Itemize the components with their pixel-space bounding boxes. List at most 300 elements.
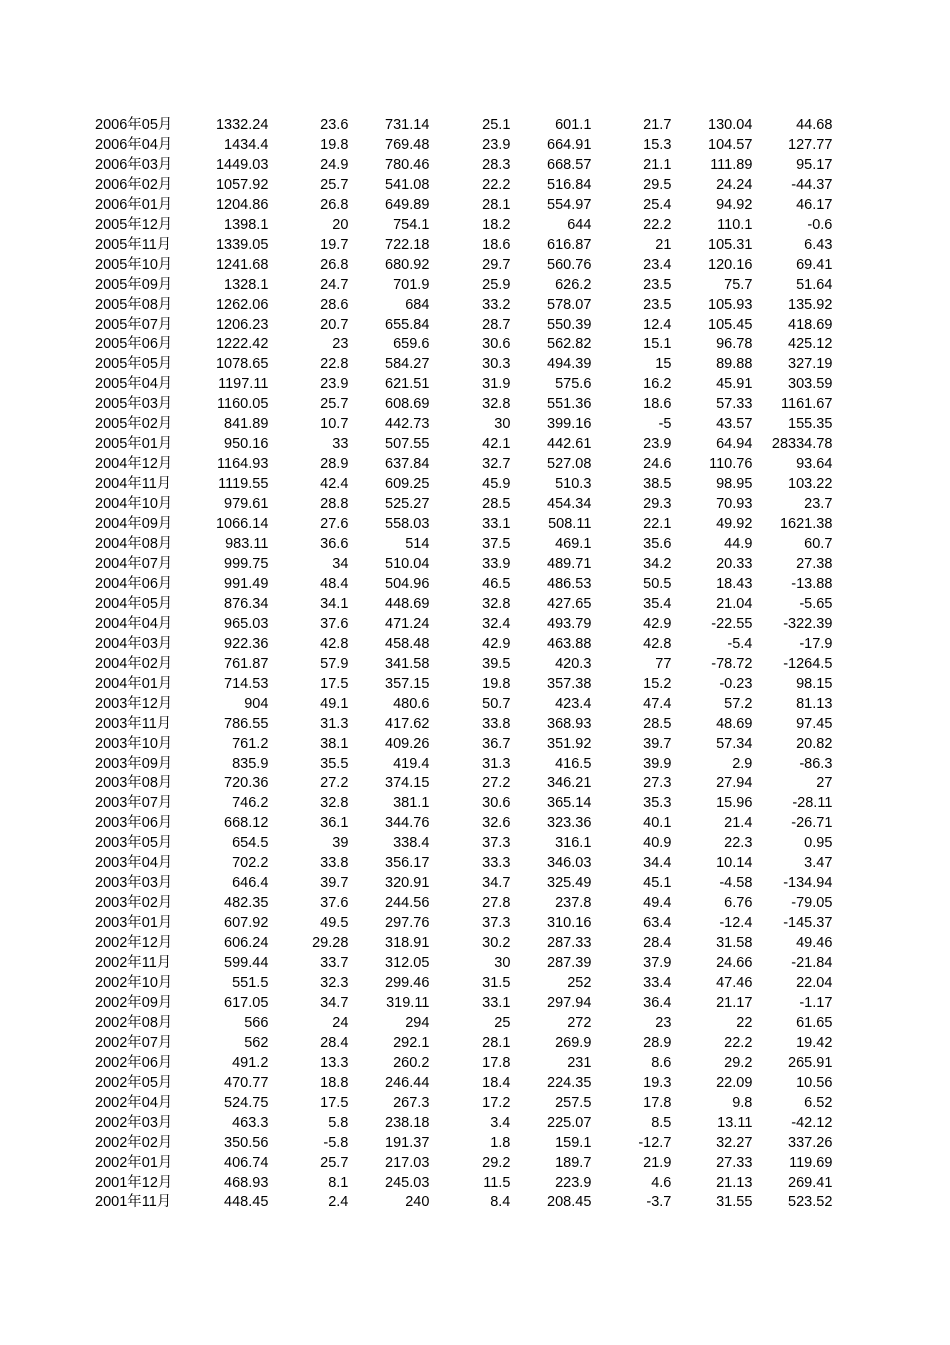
- month-cell: 2003年08月: [95, 775, 173, 792]
- col3-value: 344.76: [385, 815, 430, 832]
- col2-value: 57.9: [320, 655, 349, 672]
- col1-value: 1164.93: [217, 456, 269, 473]
- col6-value: 27.3: [643, 775, 672, 792]
- month-cell: 2004年03月: [95, 635, 173, 652]
- col4-value: 1.8: [490, 1134, 511, 1151]
- col4-value: 50.7: [482, 695, 511, 712]
- col5-value: 508.11: [548, 516, 592, 533]
- col2-value: 34.7: [320, 994, 349, 1011]
- col4-value: 46.5: [482, 575, 511, 592]
- col6-value: 77: [655, 655, 672, 672]
- col5-value: 494.39: [547, 356, 592, 373]
- col1-value: 562: [244, 1034, 269, 1051]
- col3-value: 514: [405, 536, 430, 553]
- month-cell: 2002年10月: [95, 974, 173, 991]
- col1-value: 965.03: [224, 615, 269, 632]
- col7-value: 22.09: [716, 1074, 753, 1091]
- col3-value: 312.05: [385, 955, 430, 972]
- col7-value: 22.2: [724, 1034, 753, 1051]
- col1-value: 482.35: [224, 895, 269, 912]
- table-row: [95, 555, 832, 575]
- col2-value: 49.1: [320, 695, 349, 712]
- col6-value: 39.9: [643, 755, 672, 772]
- col1-value: 1398.1: [224, 216, 269, 233]
- col7-value: 111.89: [710, 156, 753, 173]
- col4-value: 28.1: [482, 1034, 511, 1051]
- col7-value: 15.96: [716, 795, 753, 812]
- col3-value: 409.26: [385, 735, 430, 752]
- col3-value: 245.03: [385, 1174, 430, 1191]
- col2-value: 33.7: [320, 955, 349, 972]
- col7-value: 45.91: [716, 376, 753, 393]
- col3-value: 754.1: [393, 216, 430, 233]
- col6-value: 19.3: [643, 1074, 672, 1091]
- col5-value: 287.33: [547, 935, 592, 952]
- month-cell: 2004年11月: [95, 476, 172, 493]
- col2-value: 28.9: [320, 456, 349, 473]
- col3-value: 217.03: [385, 1154, 430, 1171]
- col3-value: 525.27: [385, 496, 430, 513]
- col8-value: 1621.38: [779, 516, 833, 533]
- col8-value: -1264.5: [783, 655, 833, 672]
- col1-value: 524.75: [224, 1094, 269, 1111]
- table-body: [95, 116, 832, 1213]
- col4-value: 18.2: [482, 216, 511, 233]
- col8-value: -86.3: [799, 755, 833, 772]
- col7-value: -0.23: [719, 675, 753, 692]
- col4-value: 32.4: [482, 615, 511, 632]
- col6-value: 36.4: [643, 994, 672, 1011]
- col4-value: 37.3: [482, 915, 511, 932]
- col3-value: 341.58: [385, 655, 430, 672]
- col4-value: 30: [494, 955, 511, 972]
- col3-value: 659.6: [393, 336, 430, 353]
- col6-value: 23: [655, 1014, 672, 1031]
- month-cell: 2003年10月: [95, 735, 173, 752]
- col3-value: 608.69: [385, 396, 430, 413]
- col7-value: 105.93: [708, 296, 753, 313]
- month-cell: 2004年05月: [95, 595, 173, 612]
- col2-value: 35.5: [320, 755, 349, 772]
- col1-value: 599.44: [224, 955, 269, 972]
- col3-value: 417.62: [385, 715, 430, 732]
- col7-value: 57.2: [724, 695, 753, 712]
- col8-value: -5.65: [799, 595, 833, 612]
- col4-value: 37.3: [482, 835, 511, 852]
- month-cell: 2005年05月: [95, 356, 173, 373]
- col8-value: 3.47: [804, 855, 833, 872]
- col7-value: 31.58: [716, 935, 753, 952]
- col1-value: 904: [244, 695, 269, 712]
- col1-value: 1222.42: [215, 336, 269, 353]
- col6-value: 21.1: [643, 156, 672, 173]
- table-row: [95, 1193, 832, 1213]
- month-cell: 2005年02月: [95, 416, 173, 433]
- col5-value: 287.39: [547, 955, 592, 972]
- col6-value: 35.4: [643, 595, 672, 612]
- col6-value: 28.5: [643, 715, 672, 732]
- col6-value: 42.9: [643, 615, 672, 632]
- col1-value: 1066.14: [215, 516, 269, 533]
- col4-value: 34.7: [482, 875, 511, 892]
- month-cell: 2001年12月: [95, 1174, 173, 1191]
- col5-value: 272: [567, 1014, 592, 1031]
- col1-value: 1160.05: [217, 396, 269, 413]
- table-row: [95, 495, 832, 515]
- col2-value: 8.1: [328, 1174, 349, 1191]
- col6-value: -12.7: [638, 1134, 672, 1151]
- col8-value: 103.22: [788, 476, 833, 493]
- col5-value: 489.71: [547, 555, 592, 572]
- col5-value: 399.16: [547, 416, 592, 433]
- col2-value: 20: [332, 216, 349, 233]
- col4-value: 27.8: [482, 895, 511, 912]
- col8-value: -0.6: [807, 216, 833, 233]
- table-row: [95, 1054, 832, 1074]
- col6-value: 8.5: [651, 1114, 672, 1131]
- col3-value: 338.4: [393, 835, 430, 852]
- col6-value: 38.5: [643, 476, 672, 493]
- col3-value: 191.37: [385, 1134, 430, 1151]
- col2-value: 17.5: [320, 675, 349, 692]
- col7-value: 44.9: [724, 536, 753, 553]
- col6-value: 12.4: [643, 316, 672, 333]
- col4-value: 28.7: [482, 316, 511, 333]
- month-cell: 2002年04月: [95, 1094, 173, 1111]
- col2-value: 39.7: [320, 875, 349, 892]
- col1-value: 566: [244, 1014, 269, 1031]
- col4-value: 32.6: [482, 815, 511, 832]
- col2-value: 24.9: [320, 156, 349, 173]
- table-row: [95, 415, 832, 435]
- table-row: [95, 256, 832, 276]
- col2-value: 28.6: [320, 296, 349, 313]
- col2-value: 37.6: [320, 615, 349, 632]
- col4-value: 33.2: [482, 296, 511, 313]
- col7-value: 31.55: [716, 1194, 753, 1211]
- col4-value: 33.1: [482, 516, 511, 533]
- col2-value: 29.28: [312, 935, 349, 952]
- col7-value: 2.9: [732, 755, 753, 772]
- col1-value: 617.05: [224, 994, 269, 1011]
- col7-value: 27.33: [716, 1154, 753, 1171]
- col4-value: 25.9: [482, 276, 511, 293]
- col8-value: 269.41: [788, 1174, 833, 1191]
- col3-value: 240: [405, 1194, 430, 1211]
- col2-value: 26.8: [320, 256, 349, 273]
- col5-value: 516.84: [547, 176, 592, 193]
- col1-value: 720.36: [224, 775, 269, 792]
- col7-value: 130.04: [708, 117, 753, 133]
- table-row: [95, 455, 832, 475]
- col2-value: 22.8: [320, 356, 349, 373]
- col5-value: 423.4: [555, 695, 592, 712]
- col3-value: 655.84: [385, 316, 430, 333]
- col1-value: 950.16: [224, 436, 269, 453]
- col4-value: 33.8: [482, 715, 511, 732]
- table-row: [95, 954, 832, 974]
- table-row: [95, 276, 832, 296]
- col8-value: -44.37: [791, 176, 833, 193]
- col2-value: 33.8: [320, 855, 349, 872]
- col2-value: 39: [332, 835, 349, 852]
- col8-value: 155.35: [788, 416, 833, 433]
- col7-value: 110.76: [709, 456, 753, 473]
- month-cell: 2005年11月: [95, 236, 172, 253]
- col6-value: 15.3: [643, 136, 672, 153]
- table-row: [95, 375, 832, 395]
- col4-value: 8.4: [490, 1194, 511, 1211]
- table-row: [95, 475, 832, 495]
- table-row: [95, 894, 832, 914]
- col4-value: 19.8: [482, 675, 511, 692]
- col6-value: 40.9: [643, 835, 672, 852]
- col5-value: 550.39: [547, 316, 592, 333]
- col8-value: 51.64: [796, 276, 833, 293]
- col8-value: -21.84: [791, 955, 833, 972]
- col3-value: 292.1: [393, 1034, 430, 1051]
- table-row: [95, 216, 832, 236]
- col8-value: 98.15: [796, 675, 833, 692]
- col4-value: 32.8: [482, 595, 511, 612]
- col4-value: 29.7: [482, 256, 511, 273]
- col5-value: 416.5: [555, 755, 592, 772]
- col5-value: 664.91: [547, 136, 592, 153]
- col5-value: 486.53: [547, 575, 592, 592]
- table-row: [95, 974, 832, 994]
- col7-value: 10.14: [716, 855, 753, 872]
- month-cell: 2003年06月: [95, 815, 173, 832]
- col3-value: 319.11: [386, 994, 430, 1011]
- col2-value: 49.5: [320, 915, 349, 932]
- table-row: [95, 575, 832, 595]
- col4-value: 31.3: [482, 755, 511, 772]
- month-cell: 2003年09月: [95, 755, 173, 772]
- col8-value: 337.26: [788, 1134, 833, 1151]
- month-cell: 2004年12月: [95, 456, 173, 473]
- col7-value: 24.66: [716, 955, 753, 972]
- table-row: [95, 355, 832, 375]
- col2-value: 26.8: [320, 196, 349, 213]
- month-cell: 2005年09月: [95, 276, 173, 293]
- col4-value: 27.2: [482, 775, 511, 792]
- col8-value: 418.69: [788, 316, 833, 333]
- col6-value: 15: [655, 356, 672, 373]
- col3-value: 294: [405, 1014, 430, 1031]
- col6-value: 18.6: [643, 396, 672, 413]
- table-row: [95, 1014, 832, 1034]
- col4-value: 30.2: [482, 935, 511, 952]
- col8-value: -26.71: [791, 815, 833, 832]
- col5-value: 323.36: [547, 815, 592, 832]
- col6-value: 23.4: [643, 256, 672, 273]
- col5-value: 159.1: [555, 1134, 592, 1151]
- col3-value: 419.4: [393, 755, 430, 772]
- col5-value: 560.76: [547, 256, 592, 273]
- month-cell: 2003年01月: [95, 915, 173, 932]
- month-cell: 2005年12月: [95, 216, 173, 233]
- col5-value: 442.61: [547, 436, 592, 453]
- col2-value: 23.9: [320, 376, 349, 393]
- col6-value: 4.6: [651, 1174, 672, 1191]
- col3-value: 480.6: [393, 695, 430, 712]
- col7-value: 110.1: [717, 216, 753, 233]
- col8-value: 1161.67: [781, 396, 833, 413]
- col6-value: 47.4: [643, 695, 672, 712]
- table-row: [95, 156, 832, 176]
- col7-value: 24.24: [716, 176, 753, 193]
- table-row: [95, 655, 832, 675]
- col1-value: 606.24: [224, 935, 269, 952]
- col6-value: 29.5: [643, 176, 672, 193]
- col5-value: 527.08: [547, 456, 592, 473]
- col7-value: 21.04: [716, 595, 753, 612]
- col1-value: 841.89: [224, 416, 269, 433]
- table-row: [95, 854, 832, 874]
- col8-value: 27.38: [796, 555, 833, 572]
- col1-value: 448.45: [224, 1194, 269, 1211]
- col1-value: 999.75: [224, 555, 269, 572]
- col1-value: 991.49: [224, 575, 269, 592]
- table-row: [95, 1034, 832, 1054]
- col3-value: 318.91: [385, 935, 430, 952]
- col7-value: 27.94: [716, 775, 753, 792]
- col1-value: 746.2: [232, 795, 269, 812]
- col1-value: 1078.65: [215, 356, 269, 373]
- col6-value: 8.6: [651, 1054, 672, 1071]
- col1-value: 1449.03: [215, 156, 269, 173]
- col6-value: 28.4: [643, 935, 672, 952]
- col5-value: 365.14: [547, 795, 592, 812]
- col6-value: 15.2: [643, 675, 672, 692]
- col7-value: 13.11: [717, 1114, 753, 1131]
- col4-value: 42.9: [482, 635, 511, 652]
- col7-value: 18.43: [716, 575, 753, 592]
- col6-value: 22.2: [643, 216, 672, 233]
- month-cell: 2006年02月: [95, 176, 173, 193]
- col6-value: 22.1: [643, 516, 672, 533]
- col8-value: -134.94: [783, 875, 833, 892]
- col4-value: 36.7: [482, 735, 511, 752]
- col5-value: 454.34: [547, 496, 592, 513]
- col1-value: 761.87: [224, 655, 269, 672]
- table-row: [95, 236, 832, 256]
- col8-value: 10.56: [796, 1074, 833, 1091]
- table-row: [95, 435, 832, 455]
- table-row: [95, 715, 832, 735]
- table-row: [95, 1114, 832, 1134]
- col5-value: 189.7: [555, 1154, 592, 1171]
- col8-value: -1.17: [799, 994, 833, 1011]
- col7-value: 105.31: [708, 236, 753, 253]
- col8-value: 60.7: [804, 536, 833, 553]
- col1-value: 1328.1: [224, 276, 269, 293]
- col5-value: 554.97: [547, 196, 592, 213]
- col6-value: 28.9: [643, 1034, 672, 1051]
- col1-value: 876.34: [224, 595, 269, 612]
- col5-value: 225.07: [547, 1114, 592, 1131]
- col6-value: 49.4: [643, 895, 672, 912]
- col8-value: 303.59: [788, 376, 833, 393]
- col8-value: 127.77: [788, 136, 833, 153]
- col7-value: 89.88: [716, 356, 753, 373]
- month-cell: 2002年05月: [95, 1074, 173, 1091]
- col3-value: 649.89: [385, 196, 430, 213]
- col6-value: 23.5: [643, 276, 672, 293]
- col3-value: 722.18: [385, 236, 430, 253]
- month-cell: 2002年11月: [95, 955, 172, 972]
- month-cell: 2002年01月: [95, 1154, 173, 1171]
- col3-value: 510.04: [385, 555, 430, 572]
- col8-value: -79.05: [791, 895, 833, 912]
- month-cell: 2003年12月: [95, 695, 173, 712]
- col7-value: 47.46: [716, 974, 753, 991]
- col8-value: 523.52: [788, 1194, 833, 1211]
- col8-value: 69.41: [796, 256, 833, 273]
- col5-value: 463.88: [547, 635, 592, 652]
- col6-value: 24.6: [643, 456, 672, 473]
- col5-value: 510.3: [555, 476, 592, 493]
- col2-value: 34: [332, 555, 349, 572]
- table-row: [95, 395, 832, 415]
- table-row: [95, 1134, 832, 1154]
- col8-value: 44.68: [796, 117, 833, 133]
- month-cell: 2004年01月: [95, 675, 173, 692]
- col2-value: 19.8: [320, 136, 349, 153]
- col3-value: 297.76: [385, 915, 430, 932]
- col5-value: 231: [567, 1054, 592, 1071]
- col2-value: 27.2: [320, 775, 349, 792]
- table-row: [95, 296, 832, 316]
- col6-value: 16.2: [643, 376, 672, 393]
- table-row: [95, 675, 832, 695]
- col1-value: 1339.05: [215, 236, 269, 253]
- col7-value: 70.93: [716, 496, 753, 513]
- table-row: [95, 1074, 832, 1094]
- col6-value: 35.6: [643, 536, 672, 553]
- month-cell: 2004年09月: [95, 516, 173, 533]
- col6-value: 34.2: [643, 555, 672, 572]
- col8-value: -13.88: [791, 575, 833, 592]
- month-cell: 2002年12月: [95, 935, 173, 952]
- table-row: [95, 595, 832, 615]
- col5-value: 208.45: [547, 1194, 592, 1211]
- table-row: [95, 116, 832, 136]
- col8-value: 19.42: [796, 1034, 833, 1051]
- col8-value: 135.92: [788, 296, 833, 313]
- col5-value: 346.21: [547, 775, 592, 792]
- col5-value: 551.36: [547, 396, 592, 413]
- col6-value: 40.1: [643, 815, 672, 832]
- month-cell: 2002年09月: [95, 994, 173, 1011]
- month-cell: 2002年06月: [95, 1054, 173, 1071]
- col2-value: 2.4: [328, 1194, 349, 1211]
- col4-value: 33.3: [482, 855, 511, 872]
- table-row: [95, 834, 832, 854]
- col1-value: 761.2: [232, 735, 269, 752]
- col3-value: 357.15: [385, 675, 430, 692]
- col3-value: 684: [405, 296, 430, 313]
- col1-value: 983.11: [225, 536, 269, 553]
- col4-value: 23.9: [482, 136, 511, 153]
- col8-value: 6.52: [804, 1094, 833, 1111]
- col4-value: 11.5: [483, 1174, 511, 1191]
- col6-value: 33.4: [643, 974, 672, 991]
- col1-value: 1262.06: [215, 296, 269, 313]
- col1-value: 470.77: [224, 1074, 269, 1091]
- table-row: [95, 934, 832, 954]
- col7-value: 64.94: [716, 436, 753, 453]
